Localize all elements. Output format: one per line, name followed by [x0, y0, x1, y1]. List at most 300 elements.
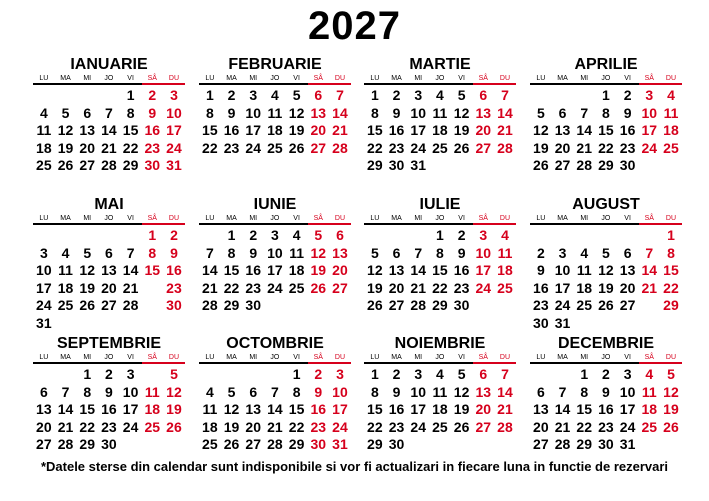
- week-row: [530, 436, 682, 454]
- day-cell: 3: [271, 227, 279, 243]
- weekday-label: SÂ: [147, 75, 157, 82]
- day-cell: 3: [558, 244, 567, 261]
- weekday-label: VI: [127, 354, 134, 361]
- weekday-header: [33, 353, 185, 362]
- month-septembrie: [33, 334, 185, 454]
- day-cell: 21: [122, 279, 139, 296]
- day-cell: 10: [122, 383, 139, 400]
- day-cell: 1: [602, 87, 610, 103]
- week-row: [364, 105, 516, 123]
- day-cell: 24: [332, 418, 348, 435]
- weekday-label: JO: [601, 215, 611, 222]
- day-cell: 16: [388, 122, 405, 139]
- day-cell: 15: [663, 262, 679, 279]
- week-row: [33, 366, 185, 384]
- day-cell: 10: [475, 244, 492, 261]
- day-cell: 21: [641, 279, 658, 296]
- days-grid: [364, 227, 516, 315]
- day-cell: 7: [61, 383, 70, 400]
- day-cell: [660, 157, 682, 175]
- day-cell: 23: [453, 279, 470, 296]
- day-cell: 14: [122, 262, 139, 279]
- weekday-label: VI: [624, 75, 631, 82]
- month-name: SEPTEMBRIE: [56, 335, 161, 352]
- weekday-label: SÂ: [644, 354, 654, 361]
- weekday-label: SÂ: [478, 75, 488, 82]
- day-cell: 17: [475, 262, 492, 279]
- day-cell: 25: [432, 418, 448, 435]
- day-cell: 1: [292, 366, 301, 382]
- weekday-header: [199, 214, 351, 223]
- day-cell: 10: [641, 104, 658, 121]
- day-cell: 11: [641, 383, 657, 400]
- day-cell: 25: [663, 139, 679, 156]
- day-cell: 4: [645, 366, 654, 382]
- day-cell: 23: [310, 418, 327, 435]
- weekday-label: SÂ: [644, 215, 654, 222]
- day-cell: [660, 315, 682, 333]
- week-row: [33, 227, 185, 245]
- day-cell: 15: [144, 262, 161, 279]
- day-cell: 31: [332, 436, 348, 453]
- week-row: [364, 140, 516, 158]
- day-cell: 4: [61, 244, 70, 261]
- day-cell: [120, 227, 142, 245]
- day-cell: 12: [79, 262, 95, 279]
- week-row: [530, 122, 682, 140]
- day-cell: [141, 280, 163, 298]
- weekday-header: [199, 353, 351, 362]
- day-cell: 9: [536, 262, 545, 279]
- day-cell: 28: [101, 157, 117, 174]
- day-cell: 8: [126, 104, 135, 121]
- days-grid: [33, 227, 185, 333]
- week-row: [530, 262, 682, 280]
- day-cell: 28: [267, 436, 283, 453]
- day-cell: [33, 366, 55, 384]
- day-cell: 12: [598, 262, 614, 279]
- day-cell: 3: [479, 227, 488, 243]
- day-cell: 24: [36, 297, 52, 314]
- day-cell: 22: [288, 418, 305, 435]
- weekday-label: DU: [168, 354, 180, 361]
- day-cell: [120, 315, 142, 333]
- week-row: [33, 105, 185, 123]
- day-cell: 2: [392, 87, 401, 103]
- day-cell: 25: [288, 279, 305, 296]
- week-row: [33, 315, 185, 333]
- day-cell: 1: [205, 87, 214, 103]
- weekday-label: DU: [334, 354, 346, 361]
- day-cell: [120, 436, 142, 454]
- weekday-label: MA: [391, 75, 402, 82]
- day-cell: 8: [83, 383, 92, 400]
- day-cell: 20: [533, 418, 549, 435]
- day-cell: 17: [619, 401, 636, 418]
- day-cell: 3: [39, 244, 48, 261]
- weekday-label: MI: [83, 75, 92, 82]
- week-row: [33, 87, 185, 105]
- weekday-label: MA: [391, 215, 402, 222]
- week-row: [364, 401, 516, 419]
- day-cell: 29: [663, 297, 679, 314]
- day-cell: 19: [79, 279, 95, 296]
- day-cell: [573, 227, 595, 245]
- day-cell: 28: [497, 418, 513, 435]
- day-cell: 4: [271, 87, 279, 103]
- day-cell: 15: [223, 262, 240, 279]
- day-cell: [98, 315, 120, 333]
- day-cell: 21: [202, 279, 218, 296]
- day-cell: 3: [336, 366, 344, 382]
- day-cell: 3: [414, 87, 423, 103]
- day-cell: 9: [392, 104, 401, 121]
- day-cell: 21: [57, 418, 74, 435]
- day-cell: 6: [249, 383, 258, 400]
- day-cell: [199, 227, 221, 245]
- day-cell: [595, 315, 617, 333]
- day-cell: 2: [314, 366, 323, 382]
- day-cell: 5: [227, 383, 236, 400]
- day-cell: 27: [310, 139, 327, 156]
- week-row: [530, 384, 682, 402]
- day-cell: 30: [453, 297, 470, 314]
- day-cell: [55, 366, 77, 384]
- day-cell: 5: [602, 244, 610, 261]
- day-cell: 1: [227, 227, 236, 243]
- weekday-label: VI: [458, 75, 465, 82]
- day-cell: 21: [101, 139, 117, 156]
- header-rule: [199, 223, 351, 225]
- weekday-label: VI: [458, 354, 465, 361]
- month-iunie: [199, 195, 351, 315]
- day-cell: 29: [122, 157, 139, 174]
- day-cell: 15: [79, 401, 95, 418]
- day-cell: 25: [144, 418, 161, 435]
- day-cell: 9: [602, 383, 610, 400]
- week-row: [199, 280, 351, 298]
- day-cell: 12: [57, 122, 74, 139]
- weekday-label: DU: [168, 75, 180, 82]
- day-cell: 23: [223, 139, 240, 156]
- weekday-label: LU: [205, 354, 215, 361]
- header-rule: [364, 362, 516, 364]
- days-grid: [199, 366, 351, 454]
- month-octombrie: [199, 334, 351, 454]
- weekday-label: MI: [414, 75, 423, 82]
- weekday-label: LU: [536, 354, 546, 361]
- days-grid: [530, 87, 682, 175]
- day-cell: [33, 227, 55, 245]
- day-cell: 16: [245, 262, 261, 279]
- day-cell: [242, 366, 264, 384]
- day-cell: 31: [166, 157, 182, 174]
- week-row: [33, 262, 185, 280]
- day-cell: 15: [288, 401, 305, 418]
- day-cell: 19: [663, 401, 679, 418]
- week-row: [33, 140, 185, 158]
- day-cell: 11: [289, 244, 304, 261]
- month-februarie: [199, 55, 351, 157]
- day-cell: 30: [619, 157, 636, 174]
- weekday-label: MI: [249, 75, 258, 82]
- day-cell: 16: [166, 262, 182, 279]
- month-august: [530, 195, 682, 333]
- weekday-label: JO: [601, 354, 611, 361]
- day-cell: 4: [501, 227, 509, 243]
- day-cell: 21: [267, 418, 283, 435]
- weekday-label: MA: [226, 354, 237, 361]
- day-cell: 22: [202, 139, 218, 156]
- week-row: [530, 366, 682, 384]
- day-cell: 29: [598, 157, 614, 174]
- day-cell: 9: [314, 383, 323, 400]
- day-cell: 1: [580, 366, 589, 382]
- day-cell: 30: [533, 314, 549, 331]
- day-cell: 16: [453, 262, 470, 279]
- day-cell: 12: [533, 122, 549, 139]
- week-row: [364, 280, 516, 298]
- day-cell: 30: [388, 436, 405, 453]
- day-cell: 18: [144, 401, 161, 418]
- week-row: [33, 384, 185, 402]
- header-rule: [530, 223, 682, 225]
- day-cell: 30: [310, 436, 327, 453]
- day-cell: 23: [101, 418, 117, 435]
- weekday-label: JO: [270, 75, 280, 82]
- day-cell: 5: [170, 366, 178, 382]
- day-cell: 11: [576, 262, 592, 279]
- day-cell: 4: [39, 104, 48, 121]
- weekday-header: [33, 74, 185, 83]
- day-cell: 19: [598, 279, 614, 296]
- day-cell: 5: [292, 87, 301, 103]
- day-cell: 10: [332, 383, 348, 400]
- day-cell: 25: [36, 157, 52, 174]
- day-cell: [163, 436, 185, 454]
- header-rule: [530, 362, 682, 364]
- day-cell: 29: [432, 297, 448, 314]
- day-cell: 4: [667, 87, 675, 103]
- month-mai: [33, 195, 185, 333]
- day-cell: 16: [598, 401, 614, 418]
- day-cell: 20: [619, 279, 636, 296]
- day-cell: 22: [367, 139, 383, 156]
- day-cell: 6: [392, 244, 401, 261]
- day-cell: 27: [554, 157, 571, 174]
- day-cell: 19: [57, 139, 74, 156]
- day-cell: 15: [367, 401, 383, 418]
- day-cell: 5: [314, 227, 323, 243]
- weekday-label: SÂ: [313, 354, 323, 361]
- day-cell: 26: [598, 297, 614, 314]
- day-cell: 27: [245, 436, 261, 453]
- day-cell: 25: [267, 139, 283, 156]
- day-cell: 19: [453, 122, 470, 139]
- day-cell: 29: [576, 436, 592, 453]
- day-cell: 17: [410, 401, 426, 418]
- day-cell: [573, 315, 595, 333]
- day-cell: 23: [388, 139, 405, 156]
- day-cell: [638, 315, 660, 333]
- day-cell: 2: [457, 227, 466, 243]
- day-cell: 17: [332, 401, 348, 418]
- month-name: APRILIE: [574, 56, 638, 73]
- weekday-label: DU: [665, 75, 677, 82]
- weekday-label: MI: [580, 354, 589, 361]
- day-cell: 11: [432, 383, 448, 400]
- day-cell: 28: [202, 297, 218, 314]
- day-cell: [451, 157, 473, 175]
- weekday-label: LU: [370, 354, 380, 361]
- day-cell: 28: [122, 297, 139, 314]
- day-cell: [221, 366, 243, 384]
- week-row: [364, 297, 516, 315]
- day-cell: 5: [457, 87, 466, 103]
- days-grid: [530, 227, 682, 333]
- day-cell: 10: [554, 262, 571, 279]
- day-cell: 12: [288, 104, 305, 121]
- day-cell: 19: [288, 122, 305, 139]
- day-cell: 1: [126, 87, 135, 103]
- day-cell: 6: [39, 383, 48, 400]
- day-cell: [98, 227, 120, 245]
- day-cell: 3: [645, 87, 654, 103]
- day-cell: [494, 297, 516, 315]
- day-cell: 18: [36, 139, 52, 156]
- day-cell: [264, 366, 286, 384]
- header-rule: [530, 83, 682, 85]
- day-cell: 16: [223, 122, 240, 139]
- day-cell: 17: [245, 122, 261, 139]
- day-cell: 23: [144, 139, 161, 156]
- week-row: [33, 297, 185, 315]
- day-cell: 1: [148, 227, 157, 243]
- day-cell: [638, 157, 660, 175]
- day-cell: 13: [554, 122, 571, 139]
- header-rule: [364, 223, 516, 225]
- day-cell: 8: [370, 104, 379, 121]
- week-row: [199, 419, 351, 437]
- day-cell: 3: [623, 366, 632, 382]
- day-cell: 1: [370, 87, 379, 103]
- day-cell: [660, 436, 682, 454]
- month-decembrie: [530, 334, 682, 454]
- day-cell: 18: [267, 122, 283, 139]
- day-cell: [429, 436, 451, 454]
- month-martie: [364, 55, 516, 175]
- week-row: [530, 245, 682, 263]
- weekday-label: VI: [127, 215, 134, 222]
- weekday-label: DU: [334, 75, 346, 82]
- day-cell: 28: [332, 139, 348, 156]
- week-row: [199, 122, 351, 140]
- day-cell: 16: [101, 401, 117, 418]
- day-cell: 6: [479, 366, 488, 382]
- day-cell: 29: [79, 436, 95, 453]
- day-cell: [494, 436, 516, 454]
- calendar-year-title: 2027: [308, 4, 401, 48]
- day-cell: [264, 297, 286, 315]
- day-cell: 18: [576, 279, 592, 296]
- header-rule: [33, 83, 185, 85]
- day-cell: 2: [602, 366, 610, 382]
- day-cell: 2: [170, 227, 178, 243]
- weekday-label: SÂ: [147, 215, 157, 222]
- day-cell: 18: [641, 401, 658, 418]
- weekday-label: MA: [557, 354, 568, 361]
- day-cell: 26: [57, 157, 74, 174]
- day-cell: 27: [36, 436, 52, 453]
- day-cell: 31: [410, 157, 426, 174]
- day-cell: 16: [619, 122, 636, 139]
- weekday-label: JO: [104, 215, 114, 222]
- weekday-label: JO: [435, 215, 445, 222]
- day-cell: 29: [367, 157, 383, 174]
- month-name: FEBRUARIE: [228, 56, 322, 73]
- week-row: [199, 140, 351, 158]
- day-cell: 3: [414, 366, 423, 382]
- day-cell: 28: [497, 139, 513, 156]
- day-cell: 28: [57, 436, 74, 453]
- day-cell: 23: [598, 418, 614, 435]
- day-cell: 19: [166, 401, 182, 418]
- day-cell: 24: [166, 139, 182, 156]
- week-row: [364, 87, 516, 105]
- week-row: [199, 87, 351, 105]
- day-cell: 15: [576, 401, 592, 418]
- day-cell: 2: [536, 244, 545, 261]
- day-cell: [617, 227, 639, 245]
- day-cell: 27: [533, 436, 549, 453]
- day-cell: 22: [367, 418, 383, 435]
- day-cell: 24: [554, 297, 571, 314]
- day-cell: [55, 315, 77, 333]
- day-cell: 13: [619, 262, 636, 279]
- day-cell: 2: [623, 87, 632, 103]
- day-cell: [199, 366, 221, 384]
- header-rule: [33, 362, 185, 364]
- days-grid: [364, 87, 516, 175]
- month-name: MARTIE: [409, 56, 471, 73]
- day-cell: 2: [148, 87, 157, 103]
- day-cell: 14: [497, 104, 513, 121]
- day-cell: 12: [166, 383, 182, 400]
- day-cell: 12: [663, 383, 679, 400]
- day-cell: 24: [245, 139, 261, 156]
- day-cell: 11: [432, 104, 448, 121]
- day-cell: 28: [554, 436, 571, 453]
- day-cell: 22: [223, 279, 240, 296]
- week-row: [33, 419, 185, 437]
- day-cell: 13: [310, 104, 327, 121]
- day-cell: 3: [249, 87, 258, 103]
- day-cell: 28: [576, 157, 592, 174]
- month-noiembrie: [364, 334, 516, 454]
- week-row: [33, 436, 185, 454]
- weekday-label: VI: [624, 354, 631, 361]
- day-cell: 11: [144, 383, 160, 400]
- header-rule: [33, 223, 185, 225]
- day-cell: [494, 157, 516, 175]
- month-name: AUGUST: [572, 196, 640, 213]
- month-name: IANUARIE: [70, 56, 148, 73]
- day-cell: 19: [223, 418, 240, 435]
- week-row: [530, 419, 682, 437]
- day-cell: 25: [57, 297, 74, 314]
- footnote: *Datele sterse din calendar sunt indisponibile si vor fi actualizari in fiecare luna in functie de rezervari: [40, 459, 669, 474]
- day-cell: 21: [410, 279, 426, 296]
